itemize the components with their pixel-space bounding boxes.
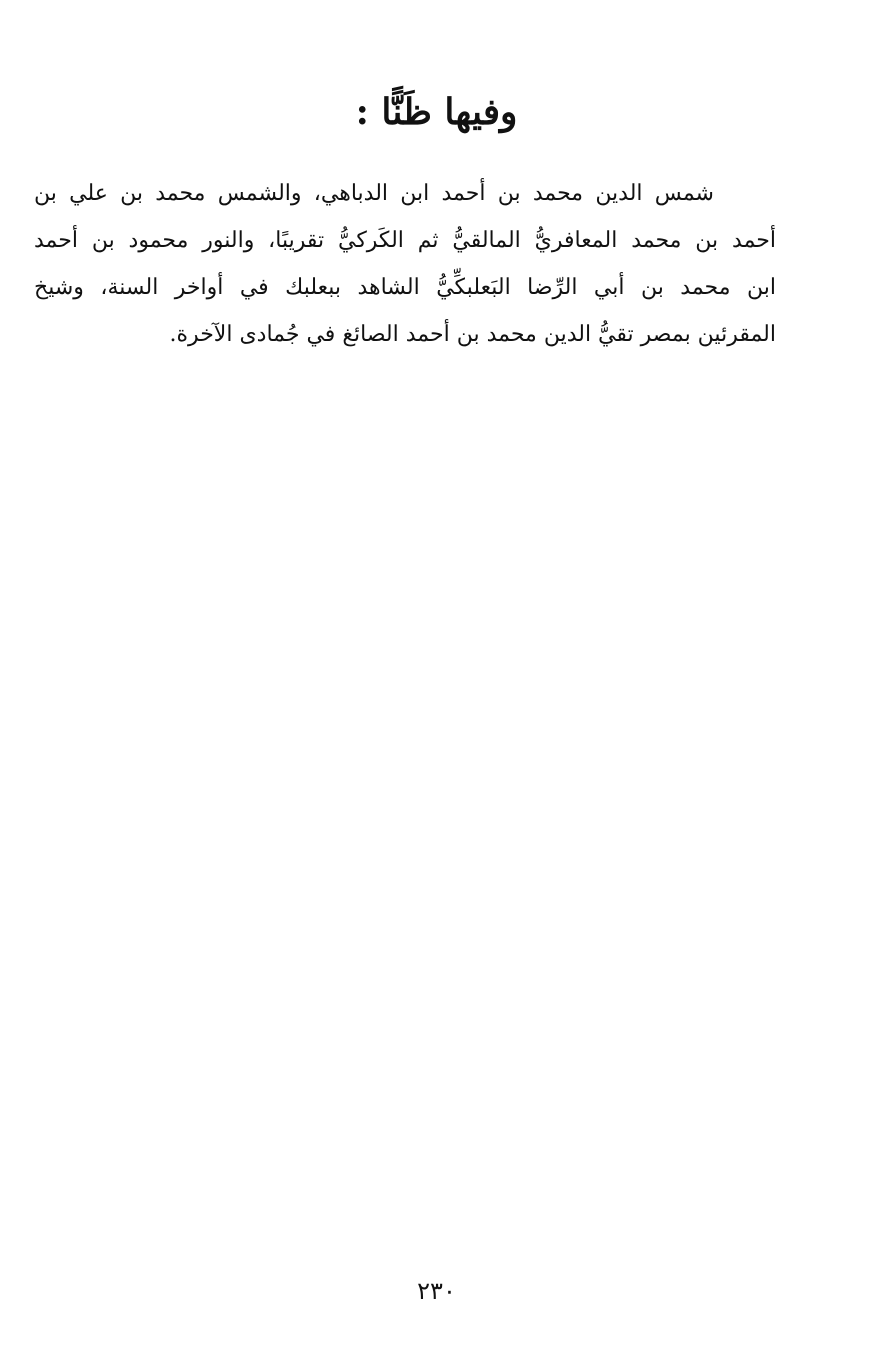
- section-heading: وفيها ظَنًّا :: [355, 91, 518, 133]
- paragraph-line: ابن محمد بن أبي الرِّضا البَعلبكِّيُّ الشاهد ببعلبك في أواخر السنة، وشيخ: [34, 275, 776, 300]
- paragraph-line: شمس الدين محمد بن أحمد ابن الدباهي، والشمس محمد بن علي بن: [34, 181, 714, 206]
- page-number: ٢٣٠: [417, 1277, 456, 1305]
- paragraph-line: أحمد بن محمد المعافريُّ المالقيُّ ثم الكَركيُّ تقريبًا، والنور محمود بن أحمد: [34, 228, 776, 253]
- paragraph-line: المقرئين بمصر تقيُّ الدين محمد بن أحمد الصائغ في جُمادى الآخرة.: [169, 322, 776, 347]
- body-paragraph: [34, 170, 776, 358]
